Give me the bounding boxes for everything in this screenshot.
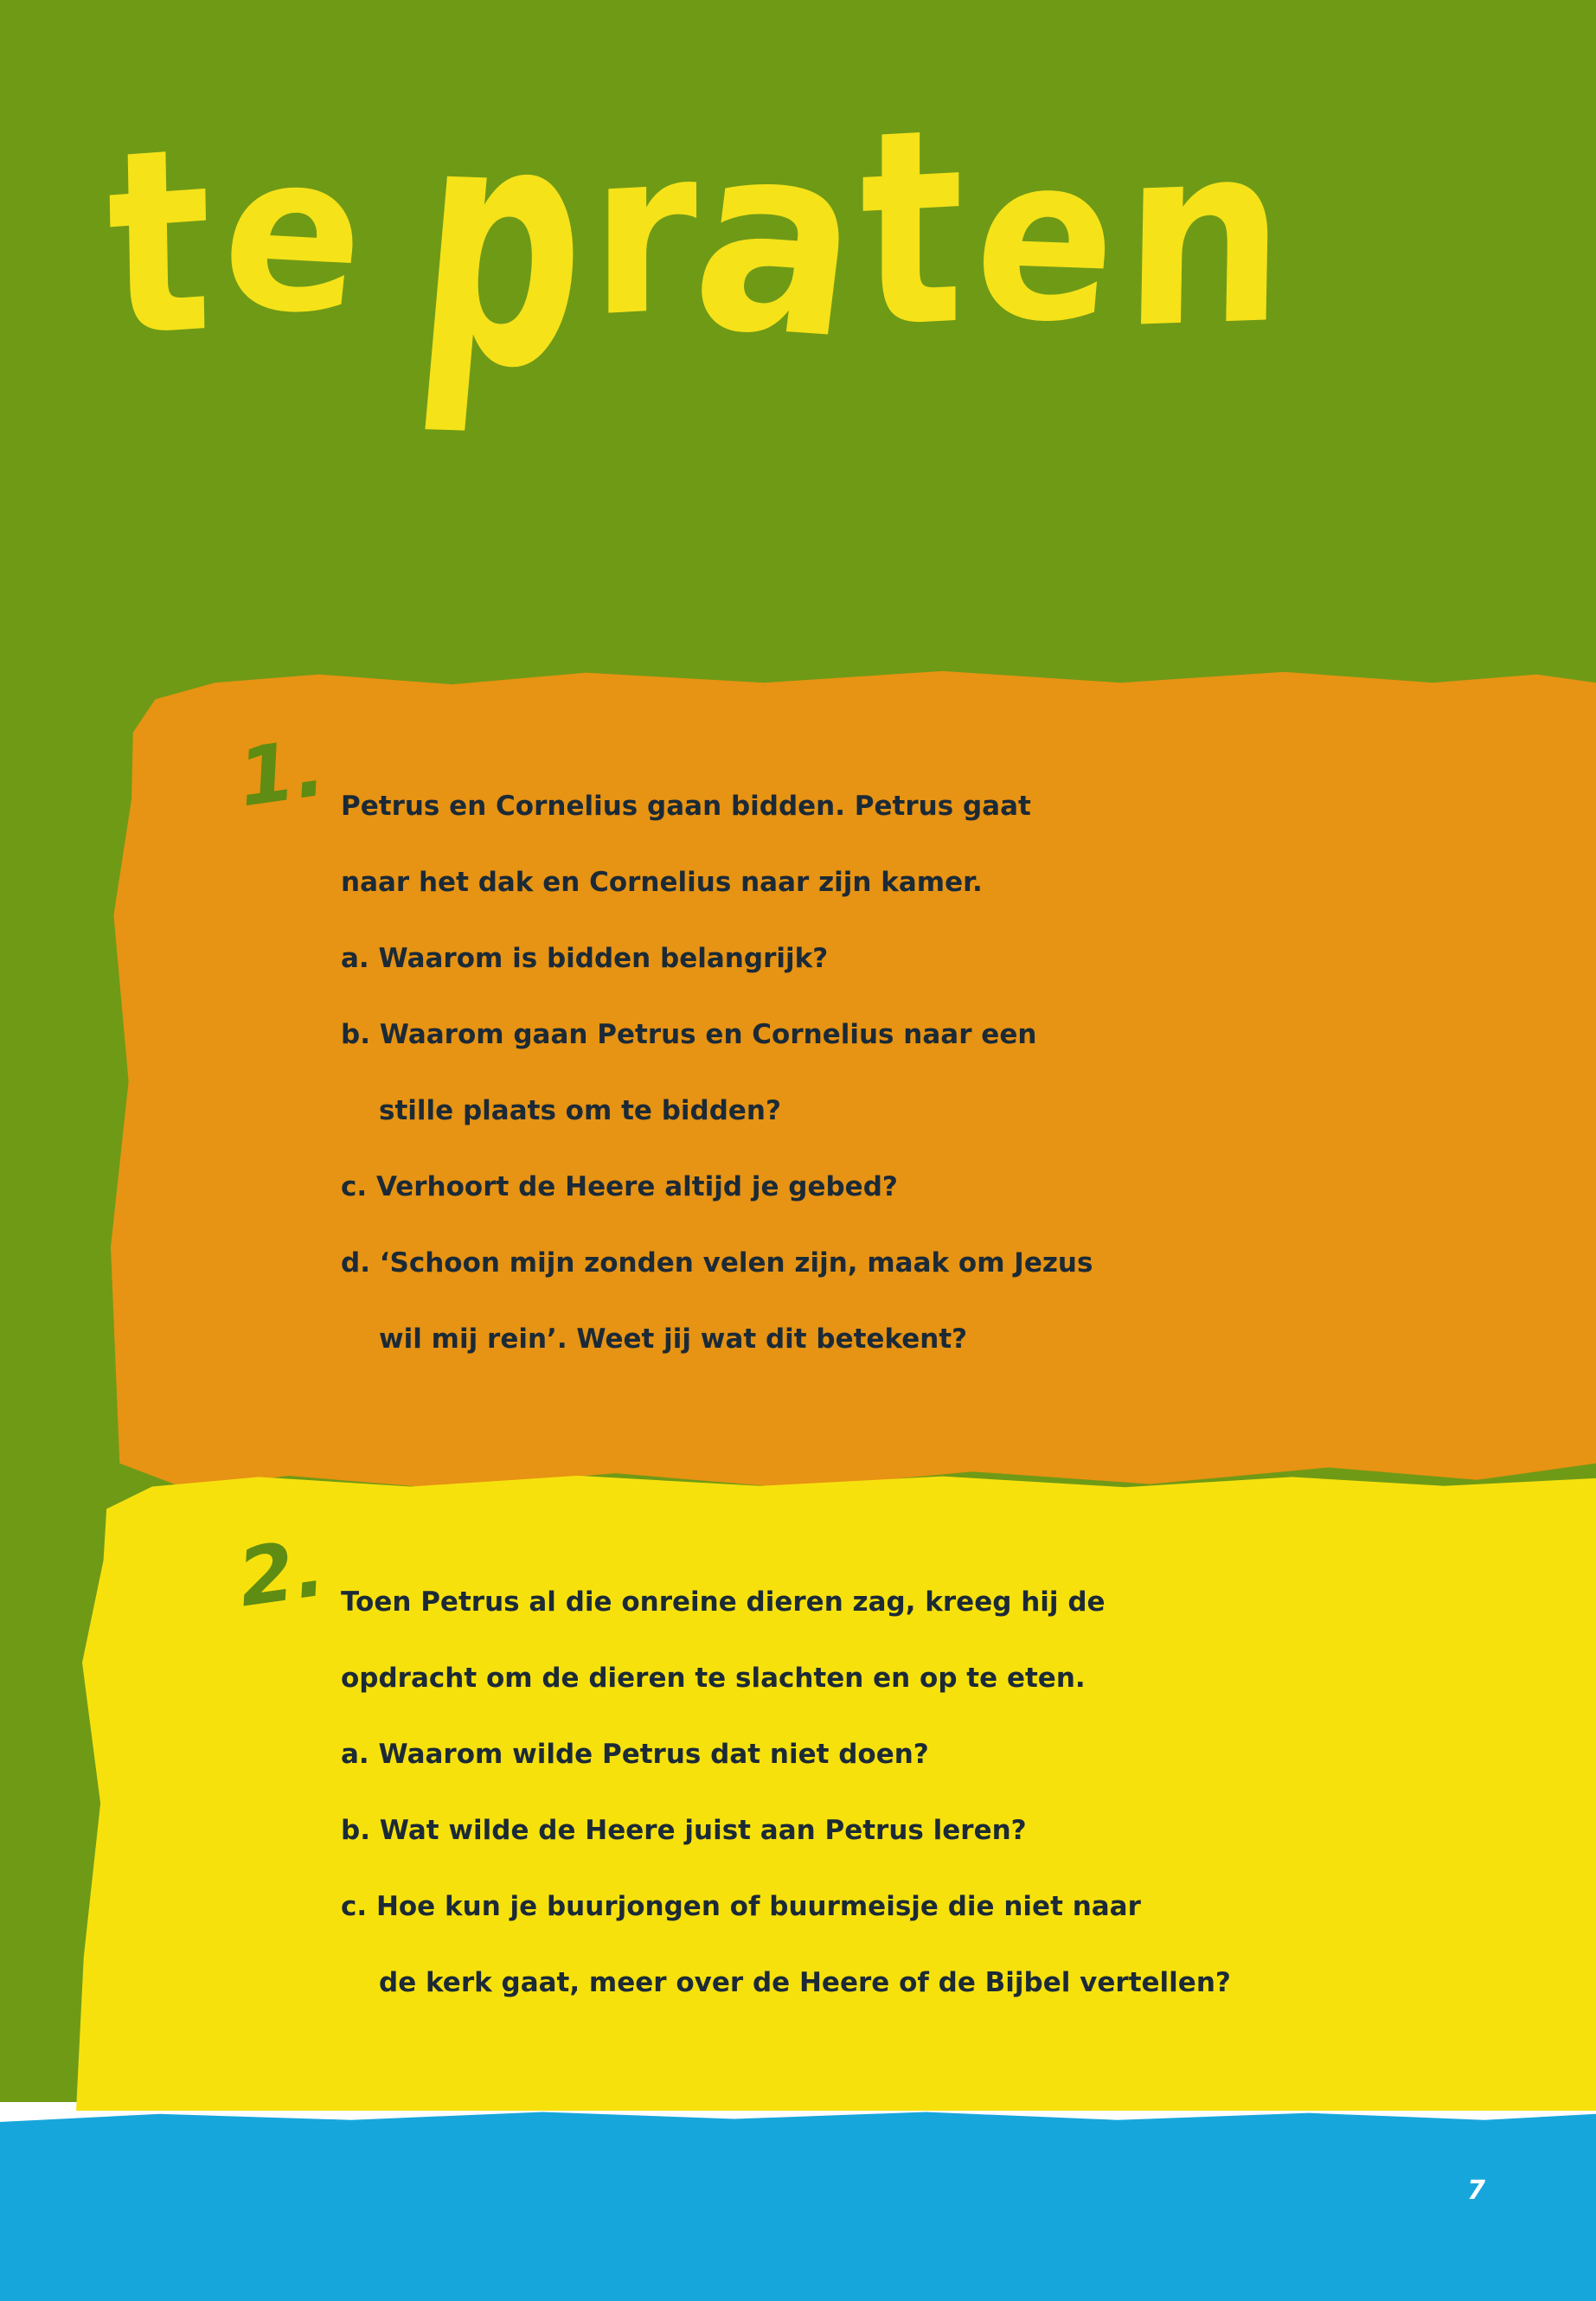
question-line: b. Waarom gaan Petrus en Cornelius naar een [341, 1019, 1037, 1050]
question-line: a. Waarom is bidden belangrijk? [341, 943, 829, 974]
question-number-2: 2. [233, 1521, 330, 1625]
title-letter: a [679, 84, 886, 398]
question-line: c. Hoe kun je buurjongen of buurmeisje die niet naar [341, 1891, 1141, 1922]
title-letter: e [965, 104, 1136, 375]
title-letter: p [405, 48, 611, 445]
question-2-text [341, 1564, 1500, 2021]
question-line: stille plaats om te bidden? [379, 1095, 781, 1126]
title-letter: e [211, 104, 385, 364]
question-line: wil mij rein’. Weet jij wat dit betekent? [379, 1324, 968, 1355]
question-line: a. Waarom wilde Petrus dat niet doen? [341, 1739, 929, 1770]
question-number-1: 1. [233, 721, 330, 825]
title-letter: n [1120, 87, 1298, 384]
question-line: Petrus en Cornelius gaan bidden. Petrus gaat [341, 791, 1031, 822]
page-title [94, 48, 1515, 493]
footer-band [0, 2102, 1596, 2301]
question-line: naar het dak en Cornelius naar zijn kamer. [341, 867, 983, 898]
question-line: b. Wat wilde de Heere juist aan Petrus leren? [341, 1815, 1027, 1846]
question-line: opdracht om de dieren te slachten en op te eten. [341, 1663, 1086, 1694]
page-number: 7 [1467, 2176, 1485, 2206]
question-line: d. ‘Schoon mijn zonden velen zijn, maak om Jezus [341, 1247, 1093, 1279]
title-letter: r [590, 97, 706, 368]
title-letter: t [105, 90, 223, 395]
question-line: Toen Petrus al die onreine dieren zag, kreeg hij de [341, 1586, 1106, 1618]
question-line: de kerk gaat, meer over de Heere of de Bijbel vertellen? [379, 1967, 1231, 1998]
question-line: c. Verhoort de Heere altijd je gebed? [341, 1171, 898, 1202]
title-letter: t [860, 68, 973, 389]
question-1-text [341, 768, 1465, 1377]
